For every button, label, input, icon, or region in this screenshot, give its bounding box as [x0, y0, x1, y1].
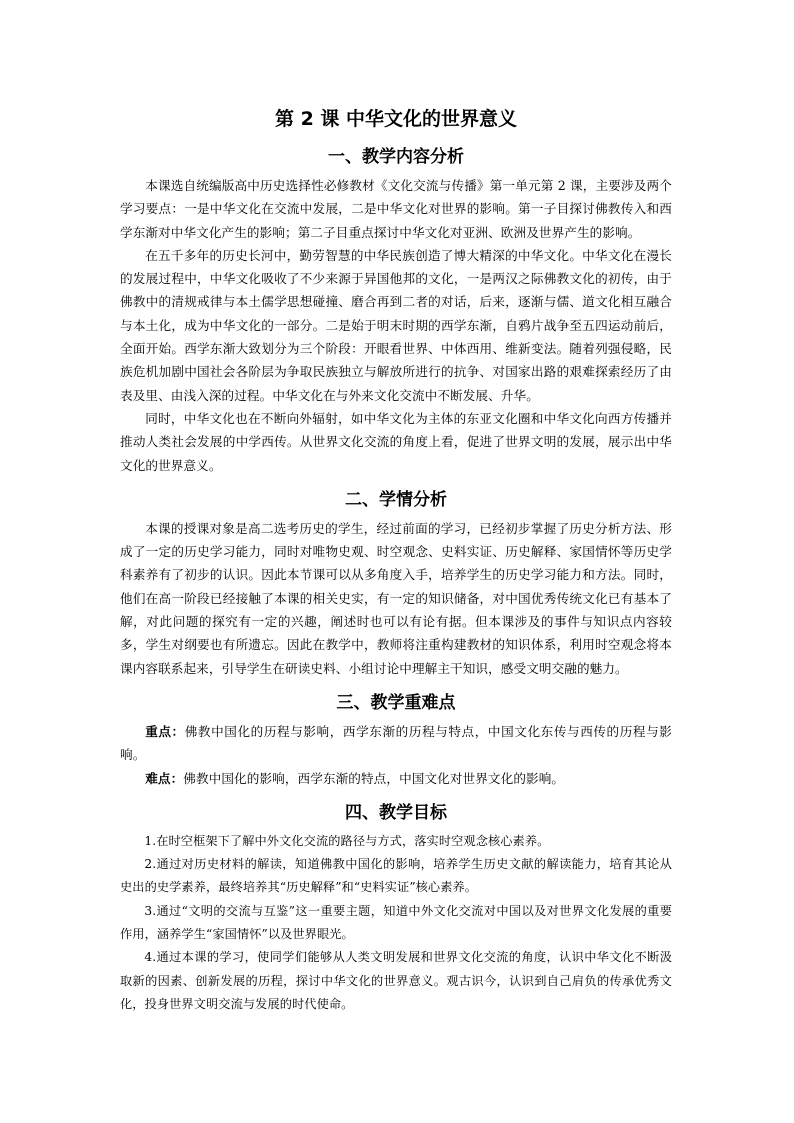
goal-item: 2.通过对历史材料的解读，知道佛教中国化的影响，培养学生历史文献的解读能力，培育其论从史出的史学素养，最终培养其“历史解释”和“史料实证”核心素养。: [120, 857, 672, 895]
document-content: [120, 104, 672, 1016]
difficult-point-label: 难点：: [145, 770, 184, 786]
goal-item: 3.通过“文明的交流与互鉴”这一重要主题，知道中外文化交流对中国以及对世界文化发展的重要作用，涵养学生“家国情怀”以及世界眼光。: [120, 903, 672, 942]
section-heading-student-analysis: 二、学情分析: [345, 489, 447, 510]
key-point-text: 佛教中国化的历程与影响，西学东渐的历程与特点，中国文化东传与西传的历程与影响。: [120, 723, 672, 763]
paragraph: 本课的授课对象是高二选考历史的学生，经过前面的学习，已经初步掌握了历史分析方法、形成了一定的历史学习能力，同时对唯物史观、时空观念、史料实证、历史解释、家国情怀等历史学科素养有了初步的认识。因此本节课可以从多角度入手，培养学生的历史学习能力和方法。同时，他们在高一阶段已经接触了本课的相关史实，有一定的知识储备，对中国优秀传统文化已有基本了解，对此问题的探究有一定的兴趣，阐述时也可以有论有据。但本课涉及的事件与知识点内容较多，学生对纲要也有所遗忘。因此在教学中，教师将注重构建教材的知识体系，利用时空观念将本课内容联系起来，引导学生在研读史料、小组讨论中理解主干知识，感受文明交融的魅力。: [120, 520, 672, 676]
section-heading-key-points: 三、教学重难点: [336, 692, 456, 713]
difficult-point-text: 佛教中国化的影响，西学东渐的特点，中国文化对世界文化的影响。: [183, 770, 565, 786]
goal-item: 4.通过本课的学习，使同学们能够从人类文明发展和世界文化交流的角度，认识中华文化不断汲取新的因素、创新发展的历程，探讨中华文化的世界意义。观古识今，认识到自己肩负的传承优秀文化，投身世界文明交流与发展的时代使命。: [120, 950, 672, 1011]
document-title: 第 2 课 中华文化的世界意义: [274, 108, 518, 130]
key-point-paragraph: [120, 720, 672, 767]
goal-item: 1.在时空框架下了解中外文化交流的路径与方式，落实时空观念核心素养。: [144, 833, 550, 848]
section-heading-teaching-goals: 四、教学目标: [345, 802, 447, 823]
paragraph: 同时，中华文化也在不断向外辐射，如中华文化为主体的东亚文化圈和中华文化向西方传播并推动人类社会发展的中学西传。从世界文化交流的角度上看，促进了世界文明的发展，展示出中华文化的世界意义。: [120, 410, 672, 473]
difficult-point-paragraph: [120, 767, 672, 790]
paragraph: 本课选自统编版高中历史选择性必修教材《文化交流与传播》第一单元第 2 课，主要涉及两个学习要点：一是中华文化在交流中发展，二是中华文化对世界的影响。第一子目探讨佛教传入和西学东渐对中华文化产生的影响；第二子目重点探讨中华文化对亚洲、欧洲及世界产生的影响。: [120, 178, 672, 240]
paragraph: 在五千多年的历史长河中，勤劳智慧的中华民族创造了博大精深的中华文化。中华文化在漫长的发展过程中，中华文化吸收了不少来源于异国他邦的文化，一是两汉之际佛教文化的初传，由于佛教中的清规戒律与本土儒学思想碰撞、磨合再到二者的对话，后来，逐渐与儒、道文化相互融合与本土化，成为中华文化的一部分。二是始于明末时期的西学东渐，自鸦片战争至五四运动前后，全面开始。西学东渐大致划分为三个阶段：开眼看世界、中体西用、维新变法。随着列强侵略，民族危机加剧中国社会各阶层为争取民族独立与解放所进行的抗争、对国家出路的艰难探索经历了由表及里、由浅入深的过程。中华文化在与外来文化交流中不断发展、升华。: [120, 247, 672, 403]
key-point-label: 重点：: [145, 723, 185, 739]
section-heading-content-analysis: 一、教学内容分析: [328, 147, 464, 167]
